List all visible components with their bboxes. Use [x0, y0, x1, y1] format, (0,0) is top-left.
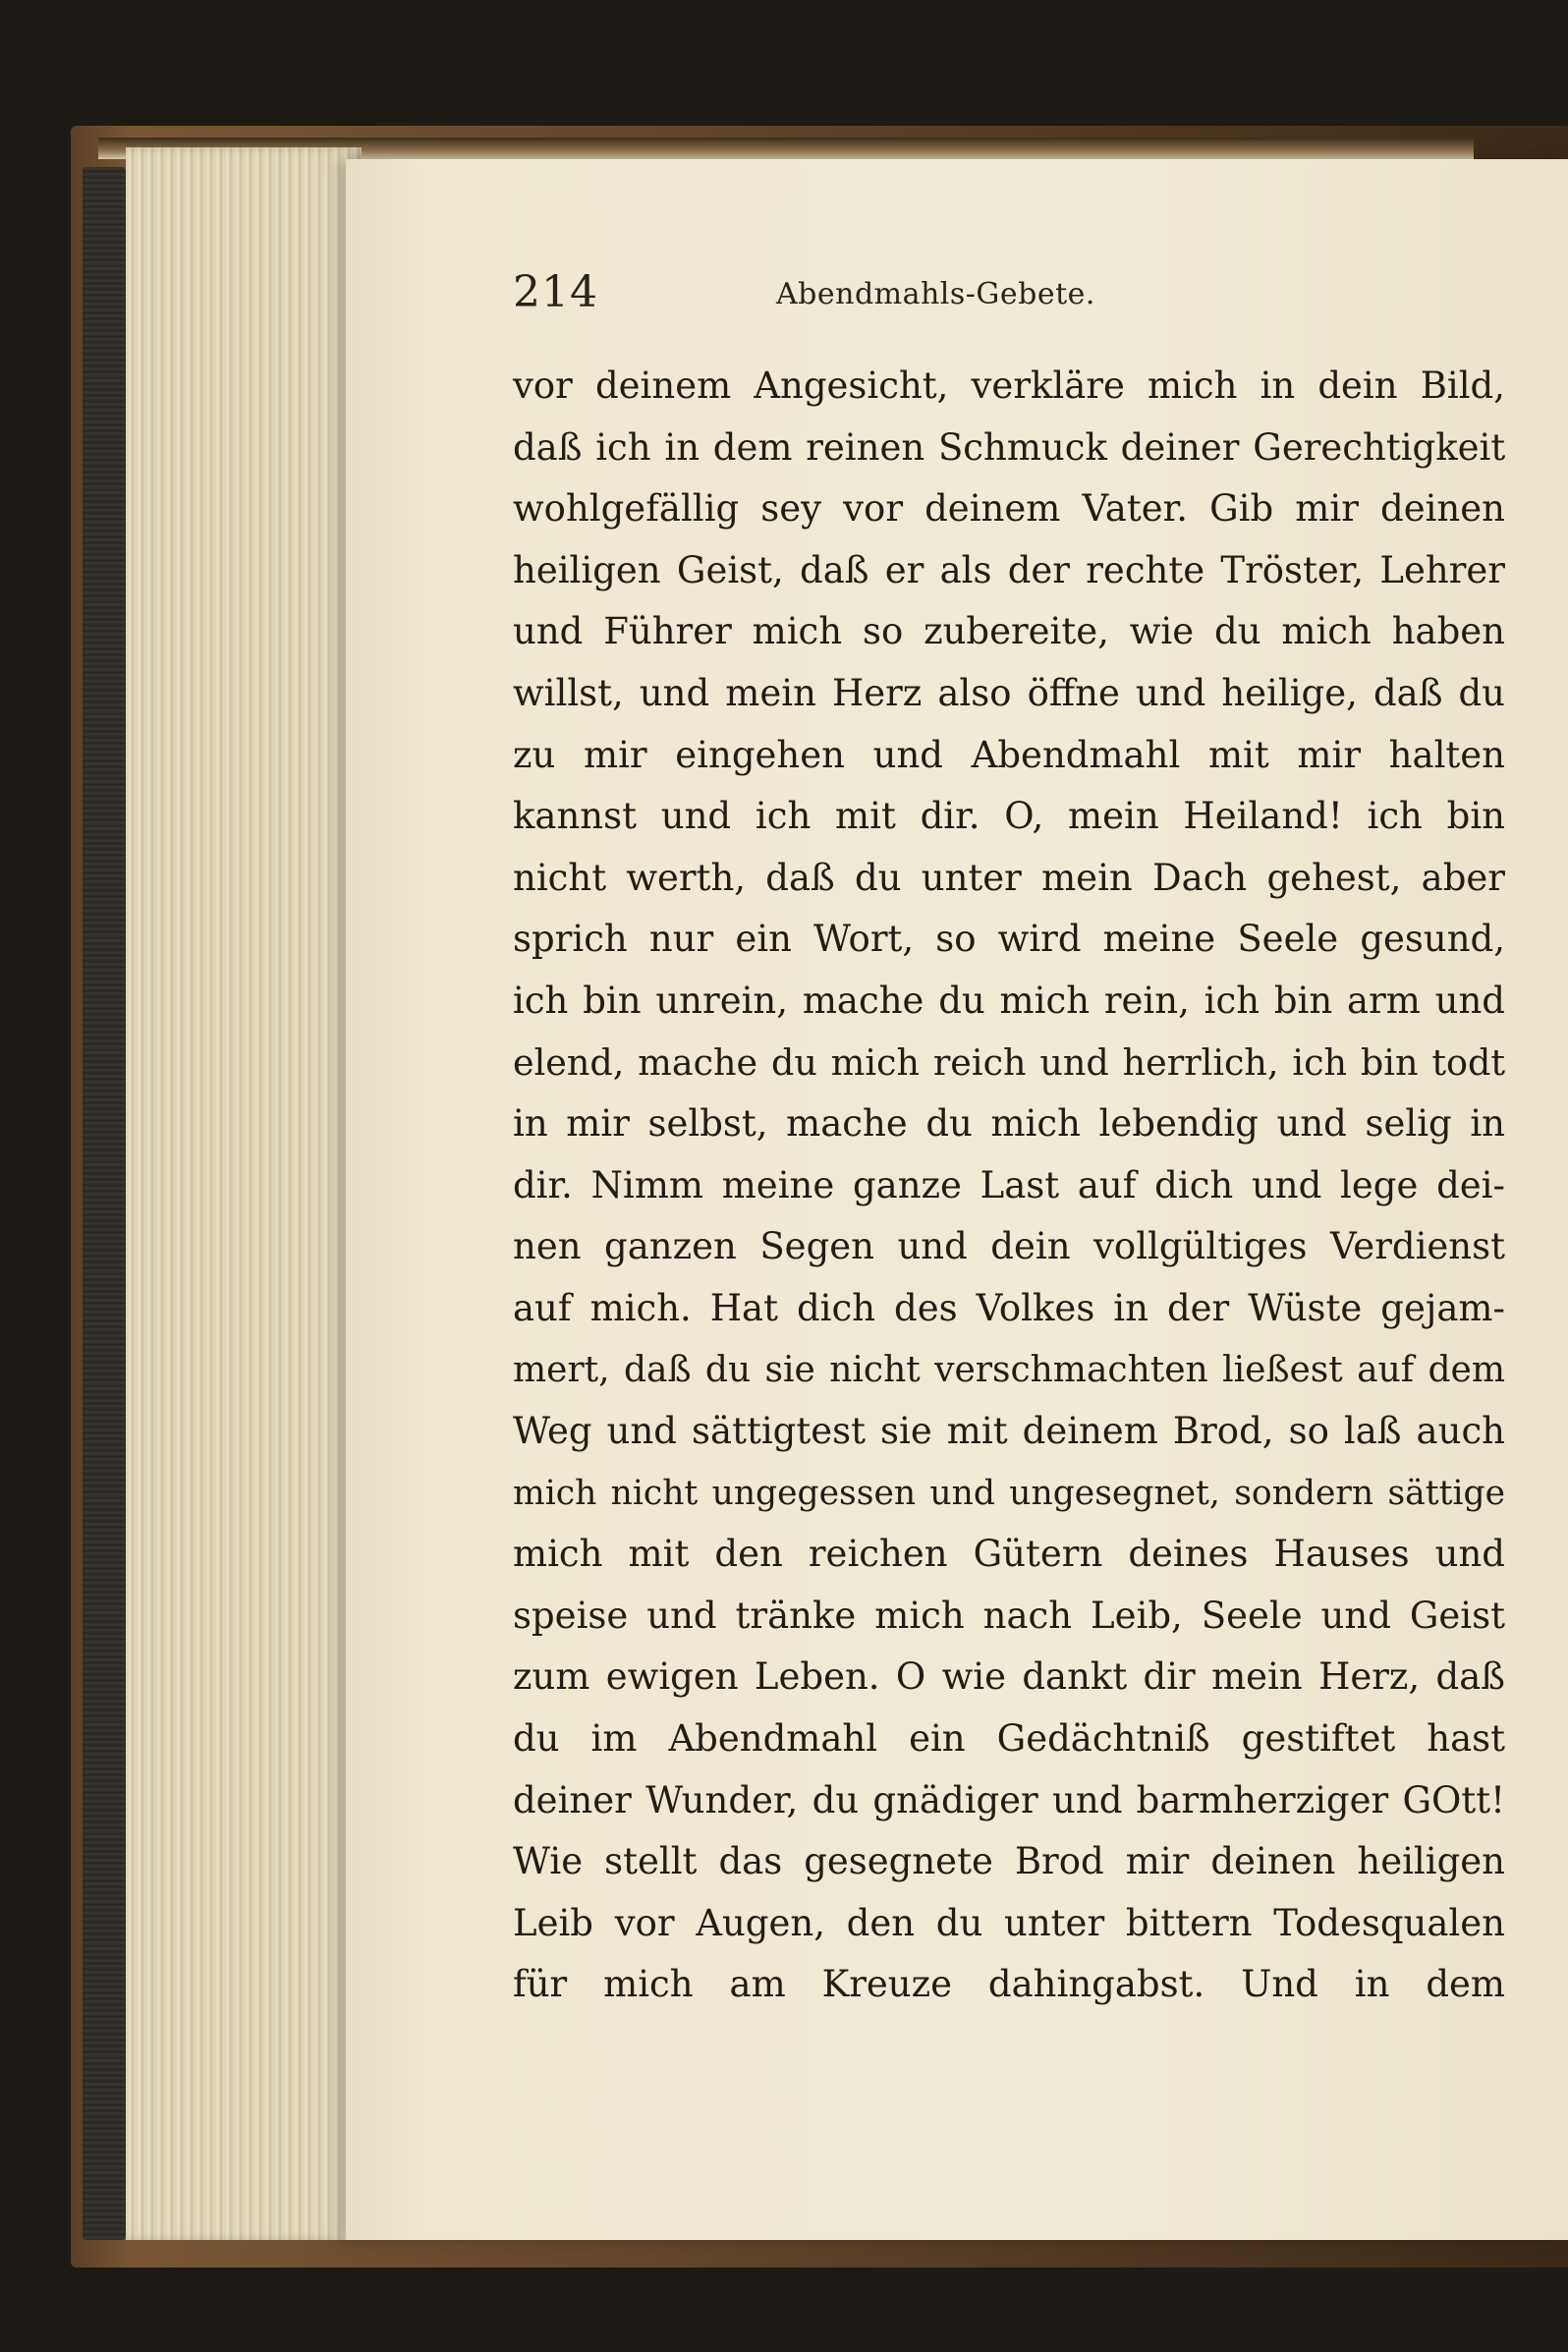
text-line: mich mit den reichen Gütern deines Hauses und — [513, 1533, 1505, 1576]
page-stack-edges — [126, 147, 362, 2240]
page-content — [513, 267, 1505, 2016]
text-line: ich bin unrein, mache du mich rein, ich bin arm und — [513, 979, 1505, 1022]
text-line: dir. Nimm meine ganze Last auf dich und lege dei- — [513, 1163, 1505, 1206]
text-line: zu mir eingehen und Abendmahl mit mir halten — [513, 733, 1505, 776]
text-line: daß ich in dem reinen Schmuck deiner Gerechtigkeit — [513, 425, 1506, 469]
text-line: sprich nur ein Wort, so wird meine Seele gesund, — [513, 918, 1505, 961]
text-line: wohlgefällig sey vor deinem Vater. Gib mir deinen — [513, 487, 1505, 531]
text-line: willst, und mein Herz also öffne und heilige, daß du — [513, 671, 1505, 714]
text-line: elend, mache du mich reich und herrlich, ich bin todt — [513, 1040, 1505, 1084]
text-line: in mir selbst, mache du mich lebendig und selig in — [513, 1102, 1505, 1146]
text-line: kannst und ich mit dir. O, mein Heiland! ich bin — [513, 795, 1505, 838]
text-line: Wie stellt das gesegnete Brod mir deinen heiligen — [513, 1840, 1505, 1883]
text-line: vor deinem Angesicht, verkläre mich in dein Bild, — [513, 364, 1505, 407]
page-header — [513, 267, 1505, 356]
text-line: nicht werth, daß du unter mein Dach gehest, aber — [513, 856, 1505, 899]
text-line: Weg und sättigtest sie mit deinem Brod, so laß auch — [513, 1410, 1505, 1453]
body-text — [513, 356, 1505, 2016]
text-line: du im Abendmahl ein Gedächtniß gestiftet hast — [513, 1717, 1505, 1761]
text-line: heiligen Geist, daß er als der rechte Tröster, Lehrer — [513, 548, 1505, 591]
text-line: speise und tränke mich nach Leib, Seele und Geist — [513, 1594, 1505, 1637]
text-line: mich nicht ungegessen und ungesegnet, sondern sättige — [513, 1473, 1505, 1513]
text-line: auf mich. Hat dich des Volkes in der Wüste gejam- — [513, 1286, 1505, 1329]
text-line: Leib vor Augen, den du unter bittern Todesqualen — [513, 1901, 1505, 1944]
text-line: zum ewigen Leben. O wie dankt dir mein Herz, daß — [513, 1655, 1505, 1699]
text-line: mert, daß du sie nicht verschmachten ließest auf dem — [513, 1349, 1505, 1390]
book-page — [346, 159, 1568, 2240]
text-line: und Führer mich so zubereite, wie du mich haben — [513, 610, 1505, 653]
text-line: für mich am Kreuze dahingabst. Und in dem — [513, 1963, 1505, 2006]
text-line: nen ganzen Segen und dein vollgültiges Verdienst — [513, 1225, 1505, 1268]
page-number: 214 — [513, 267, 598, 317]
book-spine — [83, 167, 126, 2240]
text-line: deiner Wunder, du gnädiger und barmherziger GOtt! — [513, 1778, 1505, 1821]
running-head: Abendmahls-Gebete. — [776, 277, 1095, 311]
